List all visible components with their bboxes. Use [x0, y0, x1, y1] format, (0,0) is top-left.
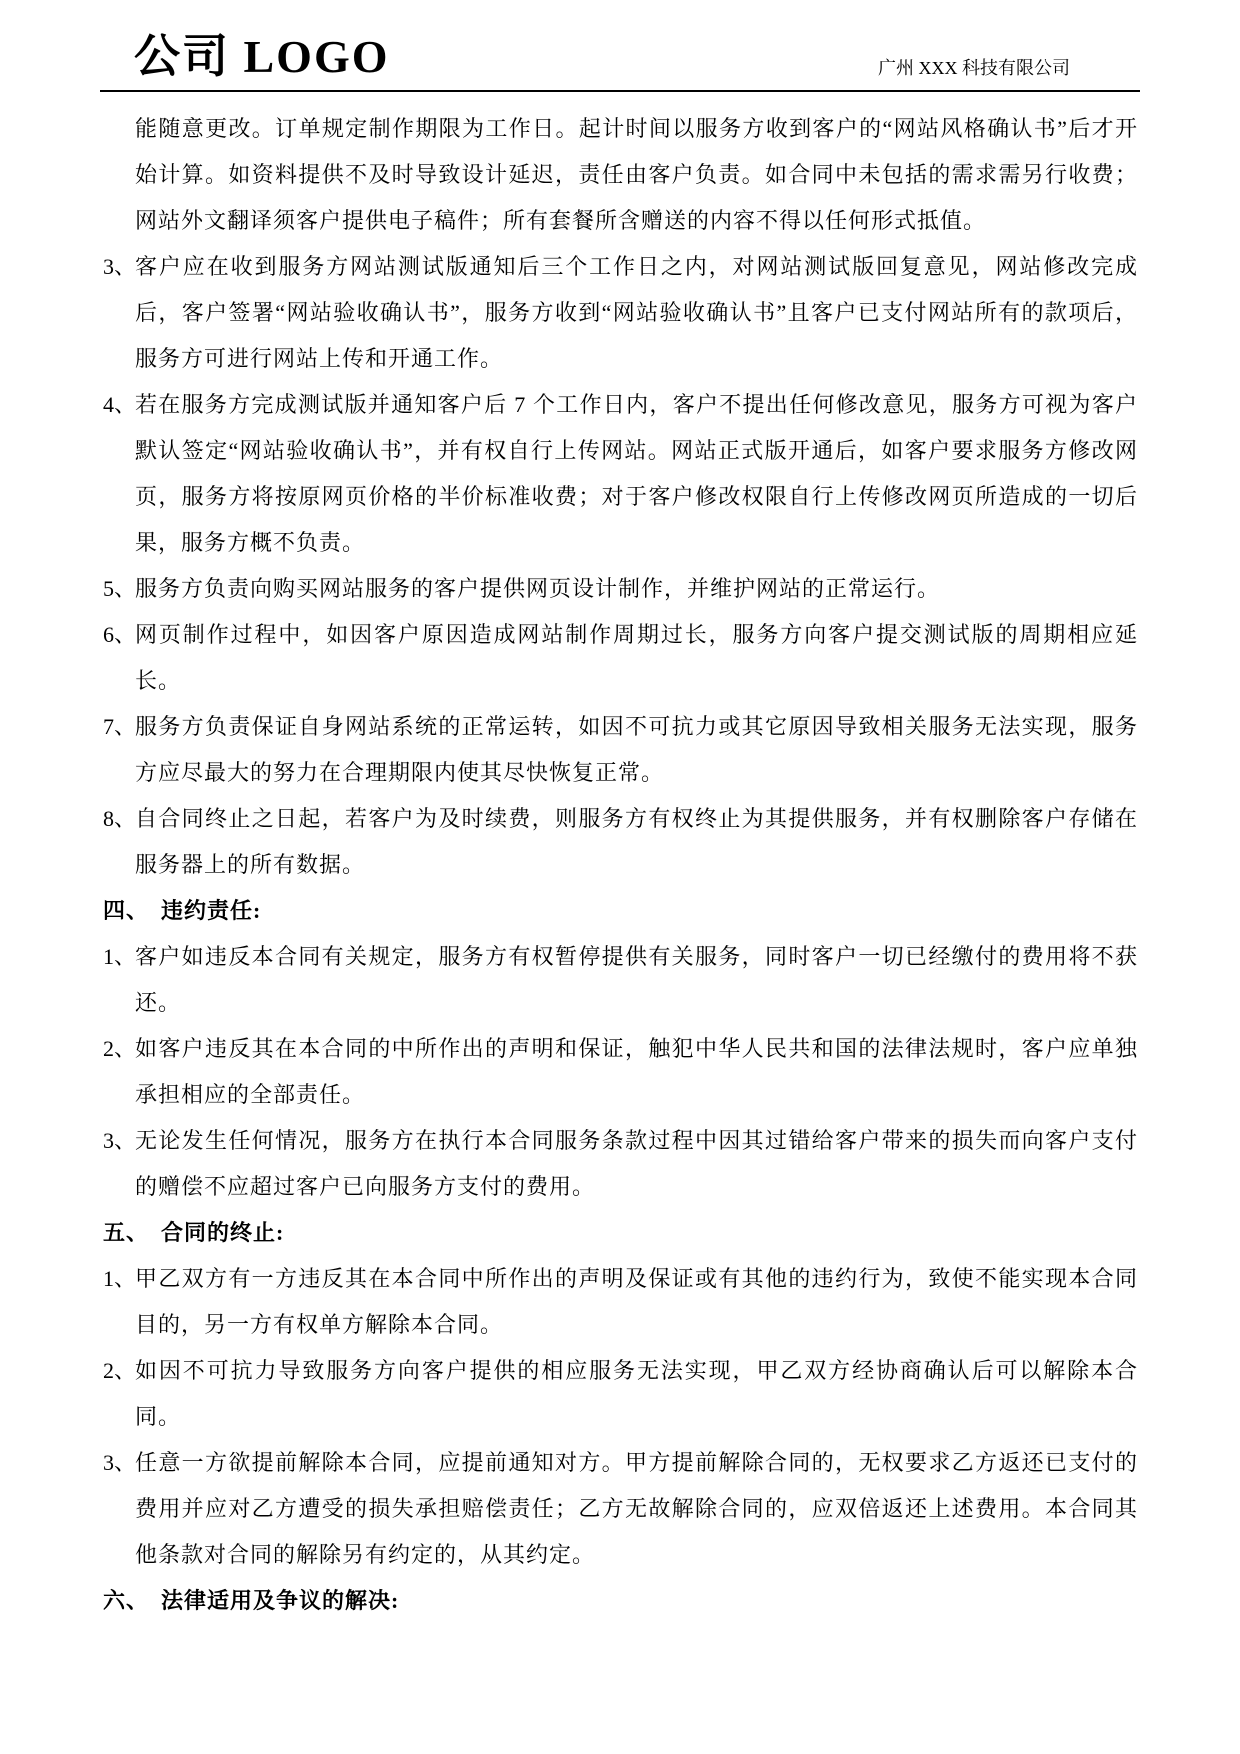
list-item-text: 服务方负责保证自身网站系统的正常运转，如因不可抗力或其它原因导致相关服务无法实现，服务方应尽最大的努力在合理期限内使其尽快恢复正常。: [135, 714, 1138, 785]
list-item-text: 如因不可抗力导致服务方向客户提供的相应服务无法实现，甲乙双方经协商确认后可以解除本合同。: [135, 1358, 1138, 1429]
list-item-7: [103, 704, 1138, 796]
list-item-number: 7、: [103, 714, 137, 739]
list-item-number: 1、: [103, 1266, 137, 1291]
list-item-text: 无论发生任何情况，服务方在执行本合同服务条款过程中因其过错给客户带来的损失而向客户支付的赠偿不应超过客户已向服务方支付的费用。: [135, 1128, 1138, 1199]
document-body: [103, 106, 1138, 1624]
company-name: 广州 XXX 科技有限公司: [878, 58, 1070, 79]
list-item-text: 客户如违反本合同有关规定，服务方有权暂停提供有关服务，同时客户一切已经缴付的费用将不获还。: [135, 944, 1138, 1015]
page-header: [100, 22, 1140, 92]
list-item-number: 3、: [103, 1450, 137, 1475]
list-item-number: 3、: [103, 1128, 137, 1153]
list-item-number: 3、: [103, 254, 137, 279]
section-heading-number: 六、: [103, 1588, 150, 1613]
paragraph-intro: 能随意更改。订单规定制作期限为工作日。起计时间以服务方收到客户的“网站风格确认书”后才开始计算。如资料提供不及时导致设计延迟，责任由客户负责。如合同中未包括的需求需另行收费；网站外文翻译须客户提供电子稿件；所有套餐所含赠送的内容不得以任何形式抵值。: [135, 116, 1138, 233]
list-item-number: 2、: [103, 1036, 137, 1061]
list-item-text: 服务方负责向购买网站服务的客户提供网页设计制作，并维护网站的正常运行。: [135, 576, 941, 601]
list-item-text: 如客户违反其在本合同的中所作出的声明和保证，触犯中华人民共和国的法律法规时，客户应单独承担相应的全部责任。: [135, 1036, 1138, 1107]
list-item-number: 8、: [103, 806, 137, 831]
section-heading-title: 违约责任:: [161, 898, 262, 923]
list-item-s4-3: [103, 1118, 1138, 1210]
company-logo: 公司 LOGO: [134, 31, 390, 82]
list-item-s5-2: [103, 1348, 1138, 1440]
list-item-text: 若在服务方完成测试版并通知客户后 7 个工作日内，客户不提出任何修改意见，服务方可视为客户默认签定“网站验收确认书”，并有权自行上传网站。网站正式版开通后，如客户要求服务方修改网页，服务方将按原网页价格的半价标准收费；对于客户修改权限自行上传修改网页所造成的一切后果，服务方概不负责。: [135, 392, 1138, 555]
list-item-number: 2、: [103, 1358, 137, 1383]
list-item-s5-3: [103, 1440, 1138, 1578]
list-item-number: 5、: [103, 576, 137, 601]
section-heading-title: 合同的终止:: [161, 1220, 285, 1245]
section-heading-4: [103, 888, 1138, 934]
section-heading-5: [103, 1210, 1138, 1256]
list-item-number: 4、: [103, 392, 137, 417]
section-heading-number: 四、: [103, 898, 150, 923]
list-item-6: [103, 612, 1138, 704]
list-item-5: [103, 566, 1138, 612]
list-item-number: 6、: [103, 622, 137, 647]
list-item-number: 1、: [103, 944, 137, 969]
list-item-s4-2: [103, 1026, 1138, 1118]
list-item-text: 网页制作过程中，如因客户原因造成网站制作周期过长，服务方向客户提交测试版的周期相应延长。: [135, 622, 1138, 693]
section-heading-number: 五、: [103, 1220, 150, 1245]
list-item-s4-1: [103, 934, 1138, 1026]
list-item-3: [103, 244, 1138, 382]
list-item-text: 甲乙双方有一方违反其在本合同中所作出的声明及保证或有其他的违约行为，致使不能实现本合同目的，另一方有权单方解除本合同。: [135, 1266, 1138, 1337]
list-item-text: 任意一方欲提前解除本合同，应提前通知对方。甲方提前解除合同的，无权要求乙方返还已支付的费用并应对乙方遭受的损失承担赔偿责任；乙方无故解除合同的，应双倍返还上述费用。本合同其他条款对合同的解除另有约定的，从其约定。: [135, 1450, 1138, 1567]
section-heading-6: [103, 1578, 1138, 1624]
list-item-text: 客户应在收到服务方网站测试版通知后三个工作日之内，对网站测试版回复意见，网站修改完成后，客户签署“网站验收确认书”，服务方收到“网站验收确认书”且客户已支付网站所有的款项后，服务方可进行网站上传和开通工作。: [135, 254, 1138, 371]
list-item-s5-1: [103, 1256, 1138, 1348]
list-item-4: [103, 382, 1138, 566]
list-item-8: [103, 796, 1138, 888]
section-heading-title: 法律适用及争议的解决:: [161, 1588, 400, 1613]
list-item-text: 自合同终止之日起，若客户为及时续费，则服务方有权终止为其提供服务，并有权删除客户存储在服务器上的所有数据。: [135, 806, 1138, 877]
